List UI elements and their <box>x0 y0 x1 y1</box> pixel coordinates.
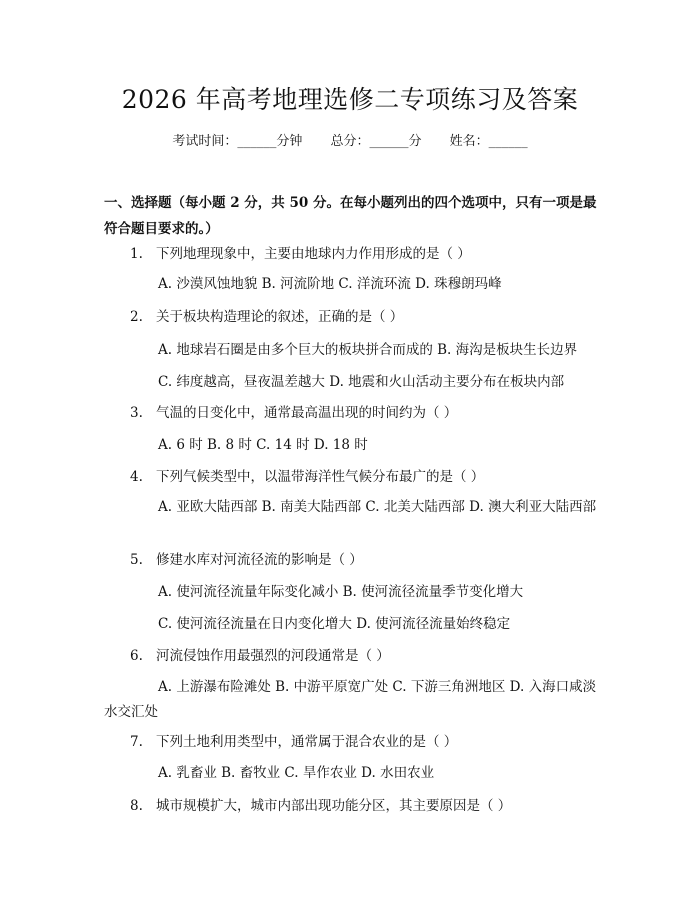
question-number: 5. <box>130 552 143 568</box>
question-number: 1. <box>130 246 143 262</box>
question-number: 2. <box>130 309 143 325</box>
question-3 <box>130 403 457 423</box>
question-text: 下列地理现象中，主要由地球内力作用形成的是（ ） <box>156 246 471 262</box>
question-8 <box>130 796 511 816</box>
document-title: 2026 年高考地理选修二专项练习及答案 <box>121 85 579 114</box>
question-text: 关于板块构造理论的叙述，正确的是（ ） <box>156 309 404 325</box>
question-number: 4. <box>130 469 143 485</box>
question-2-options-line-1: A. 地球岩石圈是由多个巨大的板块拼合而成的 B. 海沟是板块生长边界 <box>158 342 578 358</box>
exam-meta <box>0 132 700 152</box>
question-6 <box>130 646 390 666</box>
exam-time-field: 考试时间：______分钟 <box>172 134 303 149</box>
question-7-options: A. 乳畜业 B. 畜牧业 C. 旱作农业 D. 水田农业 <box>158 765 435 781</box>
question-3-options: A. 6 时 B. 8 时 C. 14 时 D. 18 时 <box>158 437 368 453</box>
question-text: 气温的日变化中，通常最高温出现的时间约为（ ） <box>156 405 458 421</box>
question-5-options-line-1: A. 使河流径流量年际变化减小 B. 使河流径流量季节变化增大 <box>158 584 524 600</box>
question-text: 下列气候类型中，以温带海洋性气候分布最广的是（ ） <box>156 469 485 485</box>
question-number: 8. <box>130 798 143 814</box>
question-number: 7. <box>130 734 143 750</box>
question-4 <box>130 467 484 487</box>
question-1-options: A. 沙漠风蚀地貌 B. 河流阶地 C. 洋流环流 D. 珠穆朗玛峰 <box>158 276 502 292</box>
question-text: 下列土地利用类型中，通常属于混合农业的是（ ） <box>156 734 458 750</box>
total-score-field: 总分：______分 <box>330 134 422 149</box>
question-2 <box>130 307 403 327</box>
question-5 <box>130 550 363 570</box>
question-number: 3. <box>130 405 143 421</box>
question-text: 修建水库对河流径流的影响是（ ） <box>156 552 363 568</box>
question-5-options-line-2: C. 使河流径流量在日内变化增大 D. 使河流径流量始终稳定 <box>158 616 511 632</box>
question-number: 6. <box>130 648 143 664</box>
section-heading: 一、选择题（每小题 2 分，共 50 分。在每小题列出的四个选项中，只有一项是最符合题目要求的。） <box>104 195 597 237</box>
question-text: 城市规模扩大，城市内部出现功能分区，其主要原因是（ ） <box>156 798 512 814</box>
question-2-options-line-2: C. 纬度越高，昼夜温差越大 D. 地震和火山活动主要分布在板块内部 <box>158 374 565 390</box>
question-6-options: A. 上游瀑布险滩处 B. 中游平原宽广处 C. 下游三角洲地区 D. 入海口咸淡水交汇处 <box>104 679 597 720</box>
question-text: 河流侵蚀作用最强烈的河段通常是（ ） <box>156 648 390 664</box>
name-field: 姓名：______ <box>449 134 528 149</box>
question-7 <box>130 732 457 752</box>
question-1 <box>130 244 471 264</box>
question-4-options: A. 亚欧大陆西部 B. 南美大陆西部 C. 北美大陆西部 D. 澳大利亚大陆西部 <box>158 499 597 515</box>
